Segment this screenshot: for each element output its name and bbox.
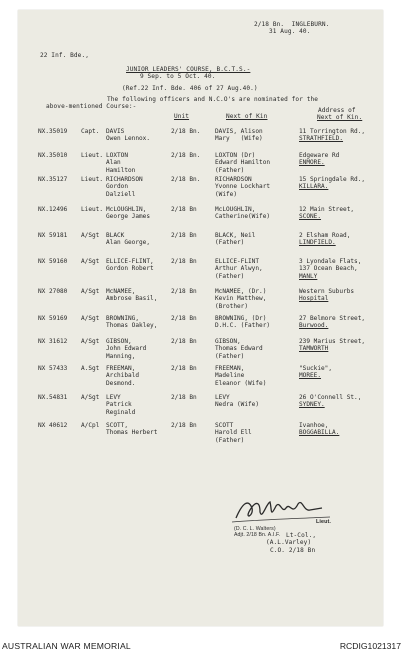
- service-number: NX 40612: [38, 422, 68, 429]
- service-number: NX.54831: [38, 394, 68, 401]
- column-address-2: Next of Kin.: [317, 114, 363, 121]
- next-of-kin: Nedra (Wife): [215, 401, 260, 409]
- next-of-kin: D.H.C. (Father): [215, 322, 271, 330]
- nominee-name: George James: [106, 213, 151, 221]
- nominee-name: Gordon Robert: [106, 265, 154, 273]
- addressee: 22 Inf. Bde.,: [40, 52, 89, 59]
- next-of-kin: (Father): [215, 239, 245, 247]
- next-of-kin: Arthur Alwyn,: [215, 265, 263, 273]
- column-kin: Next of Kin: [226, 113, 268, 120]
- kin-address: ENMORE.: [299, 159, 325, 167]
- nominee-name: BROWNING,: [106, 315, 140, 322]
- rank: A/Sgt: [81, 338, 100, 345]
- kin-address: 11 Torrington Rd.,: [299, 128, 366, 135]
- reference: (Ref.22 Inf. Bde. 406 of 27 Aug.40.): [122, 85, 258, 92]
- service-number: NX 31612: [38, 338, 68, 345]
- rank: A/Cpl: [81, 422, 100, 429]
- next-of-kin: LEVY: [215, 394, 230, 401]
- next-of-kin: GIBSON,: [215, 338, 241, 345]
- nominee-row: [18, 152, 383, 174]
- kin-address: 137 Ocean Beach,: [299, 265, 358, 273]
- kin-address: Hospital: [299, 295, 329, 303]
- next-of-kin: BROWNING, (Dr): [215, 315, 267, 322]
- nominee-name: FREEMAN,: [106, 365, 136, 372]
- kin-address: Edgeware Rd: [299, 152, 340, 159]
- course-dates: 9 Sep. to 5 Oct. 40.: [140, 73, 216, 80]
- next-of-kin: (Father): [215, 166, 245, 174]
- nominee-name: McNAMEE,: [106, 288, 136, 295]
- nominee-name: Owen Lennox.: [106, 135, 151, 143]
- nominee-name: Alan George,: [106, 239, 151, 247]
- next-of-kin: Mary (Wife): [215, 135, 263, 143]
- kin-address: Ivanhoe,: [299, 422, 329, 429]
- next-of-kin: McNAMEE, (Dr.): [215, 288, 267, 295]
- kin-address: 27 Belmore Street,: [299, 315, 366, 322]
- next-of-kin: RICHARDSON: [215, 176, 252, 183]
- service-number: NX.35127: [38, 176, 68, 183]
- header-date: 31 Aug. 40.: [269, 28, 311, 35]
- co-name: (A.L.Varley): [266, 539, 312, 546]
- rank: Lieut.: [81, 152, 104, 159]
- service-number: NX 57433: [38, 365, 68, 372]
- nominee-name: Alan: [106, 159, 121, 167]
- nominee-name: SCOTT,: [106, 422, 129, 429]
- unit: 2/18 Bn: [171, 338, 197, 345]
- rank: Capt.: [81, 128, 100, 135]
- next-of-kin: Thomas Edward: [215, 345, 263, 353]
- nominee-row: [18, 176, 383, 198]
- stamp-appointment: Adjt. 2/18 Bn. A.I.F.: [234, 532, 281, 538]
- stamp-name: (D. C. L. Walters): [234, 526, 276, 532]
- kin-address: 26 O'Connell St.,: [299, 394, 362, 401]
- rank: Lieut.: [81, 206, 104, 213]
- nominee-name: Dalziell: [106, 190, 136, 198]
- next-of-kin: Kevin Matthew,: [215, 295, 267, 303]
- nominee-name: McLOUGHLIN,: [106, 206, 147, 213]
- service-number: NX.35010: [38, 152, 68, 159]
- nominee-name: DAVIS: [106, 128, 125, 135]
- kin-address: MANLY: [299, 272, 318, 280]
- rank: A/Sgt: [81, 394, 100, 401]
- rank: A.Sgt: [81, 365, 100, 372]
- nominee-name: Ambrose Basil,: [106, 295, 158, 303]
- nominee-name: Gordon: [106, 183, 129, 191]
- intro-line-2: above-mentioned Course:-: [46, 103, 137, 110]
- kin-address: 2 Elsham Road,: [299, 232, 351, 239]
- kin-address: MOREE.: [299, 372, 322, 380]
- service-number: NX.35019: [38, 128, 68, 135]
- nominee-row: [18, 128, 383, 143]
- next-of-kin: DAVIS, Alison: [215, 128, 263, 135]
- kin-address: 239 Marius Street,: [299, 338, 366, 345]
- archive-footer: [0, 639, 405, 654]
- unit: 2/18 Bn: [171, 206, 197, 213]
- service-number: NX 27080: [38, 288, 68, 295]
- next-of-kin: BLACK, Neil: [215, 232, 256, 239]
- next-of-kin: SCOTT: [215, 422, 234, 429]
- nominee-name: Hamilton: [106, 166, 136, 174]
- next-of-kin: McLOUGHLIN,: [215, 206, 256, 213]
- kin-address: LINDFIELD.: [299, 239, 336, 247]
- nominee-name: LOXTON: [106, 152, 129, 159]
- next-of-kin: (Father): [215, 436, 245, 444]
- kin-address: "Suckie",: [299, 365, 333, 372]
- co-appointment: C.O. 2/18 Bn: [270, 547, 316, 554]
- next-of-kin: (Father): [215, 352, 245, 360]
- column-address-1: Address of: [318, 107, 356, 114]
- rank: A/Sgt: [81, 288, 100, 295]
- unit: 2/18 Bn: [171, 288, 197, 295]
- nominee-name: Patrick: [106, 401, 132, 409]
- service-number: NX.12496: [38, 206, 68, 213]
- next-of-kin: Harold Ell: [215, 429, 252, 437]
- nominee-row: [18, 258, 383, 280]
- unit: 2/18 Bn.: [171, 128, 201, 135]
- next-of-kin: Eleanor (Wife): [215, 379, 267, 387]
- nominee-row: [18, 365, 383, 387]
- kin-address: BOGGABILLA.: [299, 429, 340, 437]
- nominee-name: Archibald: [106, 372, 140, 380]
- next-of-kin: FREEMAN,: [215, 365, 245, 372]
- stamp-rank: Lieut.: [316, 519, 331, 525]
- rank: A/Sgt: [81, 258, 100, 265]
- unit: 2/18 Bn: [171, 258, 197, 265]
- nominee-row: [18, 232, 383, 247]
- nominee-row: [18, 315, 383, 330]
- next-of-kin: ELLICE-FLINT: [215, 258, 260, 265]
- nominee-row: [18, 394, 383, 416]
- archive-name: AUSTRALIAN WAR MEMORIAL: [2, 641, 131, 651]
- next-of-kin: Catherine(Wife): [215, 213, 271, 221]
- header-unit-place: 2/18 Bn. INGLEBURN.: [254, 21, 330, 28]
- column-unit: Unit: [174, 113, 190, 120]
- next-of-kin: Madeline: [215, 372, 245, 380]
- service-number: NX 59181: [38, 232, 68, 239]
- kin-address: KILLARA.: [299, 183, 329, 191]
- kin-address: 12 Main Street,: [299, 206, 355, 213]
- next-of-kin: (Father): [215, 272, 245, 280]
- nominee-row: [18, 338, 383, 360]
- nominee-name: John Edward: [106, 345, 147, 353]
- document-page: [18, 10, 383, 626]
- kin-address: TAMWORTH: [299, 345, 329, 353]
- unit: 2/18 Bn: [171, 422, 197, 429]
- next-of-kin: Yvonne Lockhart: [215, 183, 271, 191]
- nominee-name: Manning,: [106, 352, 136, 360]
- kin-address: SCONE.: [299, 213, 322, 221]
- nominee-name: LEVY: [106, 394, 121, 401]
- rank: Lieut.: [81, 176, 104, 183]
- nominee-row: [18, 288, 383, 310]
- kin-address: STRATHFIELD.: [299, 135, 344, 143]
- rank: A/Sgt: [81, 232, 100, 239]
- kin-address: Western Suburbs: [299, 288, 355, 295]
- next-of-kin: (Brother): [215, 302, 249, 310]
- kin-address: 15 Springdale Rd.,: [299, 176, 366, 183]
- nominee-name: Thomas Herbert: [106, 429, 158, 437]
- unit: 2/18 Bn: [171, 394, 197, 401]
- rank: A/Sgt: [81, 315, 100, 322]
- nominee-name: Thomas Oakley,: [106, 322, 158, 330]
- nominee-name: Reginald: [106, 408, 136, 416]
- nominee-name: ELLICE-FLINT,: [106, 258, 154, 265]
- kin-address: 3 Lyondale Flats,: [299, 258, 362, 265]
- nominee-name: RICHARDSON: [106, 176, 143, 183]
- next-of-kin: Edward Hamilton: [215, 159, 271, 167]
- nominee-name: BLACK: [106, 232, 125, 239]
- record-id: RCDIG1021317: [339, 641, 401, 651]
- unit: 2/18 Bn.: [171, 152, 201, 159]
- unit: 2/18 Bn: [171, 315, 197, 322]
- service-number: NX 59169: [38, 315, 68, 322]
- nominee-row: [18, 206, 383, 221]
- nominee-name: Desmond.: [106, 379, 136, 387]
- next-of-kin: LOXTON (Dr): [215, 152, 256, 159]
- unit: 2/18 Bn: [171, 365, 197, 372]
- intro-line-1: The following officers and N.C.O's are nominated for the: [107, 96, 319, 103]
- unit: 2/18 Bn: [171, 232, 197, 239]
- next-of-kin: (Wife): [215, 190, 238, 198]
- nominee-row: [18, 422, 383, 444]
- service-number: NX 59160: [38, 258, 68, 265]
- unit: 2/18 Bn.: [171, 176, 201, 183]
- kin-address: Burwood.: [299, 322, 329, 330]
- kin-address: SYDNEY.: [299, 401, 325, 409]
- co-rank: Lt-Col.,: [286, 532, 317, 539]
- nominee-name: GIBSON,: [106, 338, 132, 345]
- course-title: JUNIOR LEADERS' COURSE, B.C.T.S.-: [126, 66, 251, 73]
